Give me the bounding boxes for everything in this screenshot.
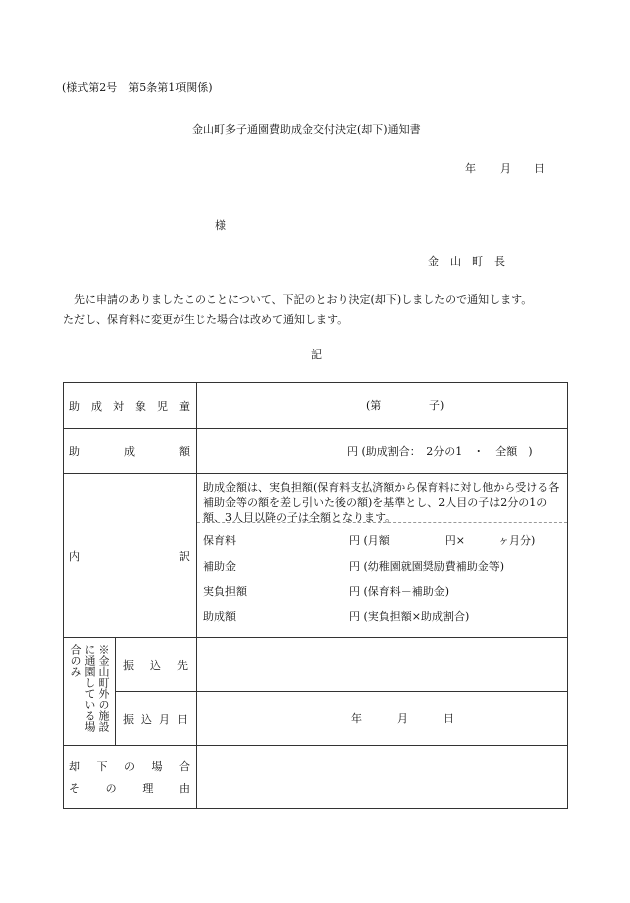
label-reject [64,746,197,809]
value-transfer-date[interactable] [197,692,568,746]
note-out-of-town [64,638,116,746]
label-reject-line-2 [64,780,196,796]
label-transfer-to-text [116,657,196,673]
label-reject-line-1 [64,758,196,774]
label-char: 助 [69,399,80,413]
value-child[interactable] [197,383,568,429]
label-char: 日 [177,712,188,726]
label-transfer-date-text [116,711,196,727]
label-char: 児 [157,399,168,413]
label-char: 童 [179,399,190,413]
form-table [63,382,568,809]
issuer-name: 金 山 町 長 [428,255,505,268]
date-month: 月 [500,162,511,175]
label-char: 訳 [179,549,190,563]
label-char: 却 [69,760,80,773]
detail-note: 助成金額は、実負担額(保育料支払済額から保育料に対し他から受ける各補助金等の額を差し引いた後の額)を基準とし、2人目の子は2分の1の額、3人目以降の子は全額となります。 [197,474,567,523]
label-char: 振 [123,658,134,672]
value-detail [197,474,568,638]
label-char: 理 [142,782,154,795]
label-char: 成 [124,445,135,458]
label-char: 合 [179,760,190,773]
label-char: 込 [141,712,152,726]
value-transfer-to[interactable] [197,638,568,692]
document-title: 金山町多子通園費助成金交付決定(却下)通知書 [192,123,421,136]
label-detail [64,474,197,638]
item-name: 保育料 [203,534,236,547]
label-char: 助 [69,445,80,458]
transfer-month: 月 [397,712,408,725]
label-child-text [64,398,196,414]
note-col-1: ※金山町外の施設 [97,644,110,732]
row-reject [64,746,568,809]
label-char: 成 [91,399,102,413]
label-char: 下 [96,760,108,773]
value-amount[interactable] [197,429,568,474]
label-transfer-date [116,692,197,746]
body-line-1: 先に申請のありましたこのことについて、下記のとおり決定(却下)しましたので通知します。 [74,293,533,306]
date-year: 年 [465,162,476,175]
label-char: 振 [123,712,134,726]
item-name: 補助金 [203,560,236,573]
label-child [64,383,197,429]
body-line-2: ただし、保育料に変更が生じた場合は改めて通知します。 [63,313,349,326]
date-day: 日 [534,162,545,175]
row-transfer-to [64,638,568,692]
child-order-close: 子) [429,399,445,412]
item-name: 助成額 [203,610,236,623]
ki-heading: 記 [311,348,322,361]
row-amount [64,429,568,474]
label-char: 月 [159,712,170,726]
note-col-2: に通園している場 [83,644,96,732]
label-char: 象 [135,399,146,413]
label-char: 由 [178,782,190,795]
item-value: 円 (実負担額×助成割合) [349,610,470,623]
transfer-day: 日 [443,712,454,725]
label-char: そ [69,782,80,795]
label-char: 対 [113,399,124,413]
label-char: 先 [177,658,188,672]
item-name: 実負担額 [203,585,247,598]
item-value: 円 (月額 円× ヶ月分) [349,534,536,547]
label-transfer-to [116,638,197,692]
item-value: 円 (幼稚園就園奨励費補助金等) [349,560,505,573]
transfer-year: 年 [351,712,362,725]
label-char: 内 [69,549,80,563]
note-vertical-text [64,638,115,732]
row-transfer-date [64,692,568,746]
addressee-suffix: 様 [215,219,226,232]
label-detail-text [64,548,196,564]
label-char: 込 [150,658,161,672]
row-detail [64,474,568,638]
amount-text: 円 (助成割合： 2分の1 ・ 全額 ) [347,445,533,458]
child-order-open: (第 [366,399,382,412]
detail-items [197,523,567,635]
label-amount-text [64,443,196,459]
label-amount [64,429,197,474]
label-char: 場 [151,760,163,773]
label-char: の [124,760,135,773]
label-char: の [105,782,117,795]
note-col-3: 合のみ [69,644,82,677]
value-reject[interactable] [197,746,568,809]
row-child [64,383,568,429]
label-char: 額 [179,445,190,458]
form-number: (様式第2号 第5条第1項関係) [62,81,213,94]
item-value: 円 (保育料－補助金) [349,585,450,598]
